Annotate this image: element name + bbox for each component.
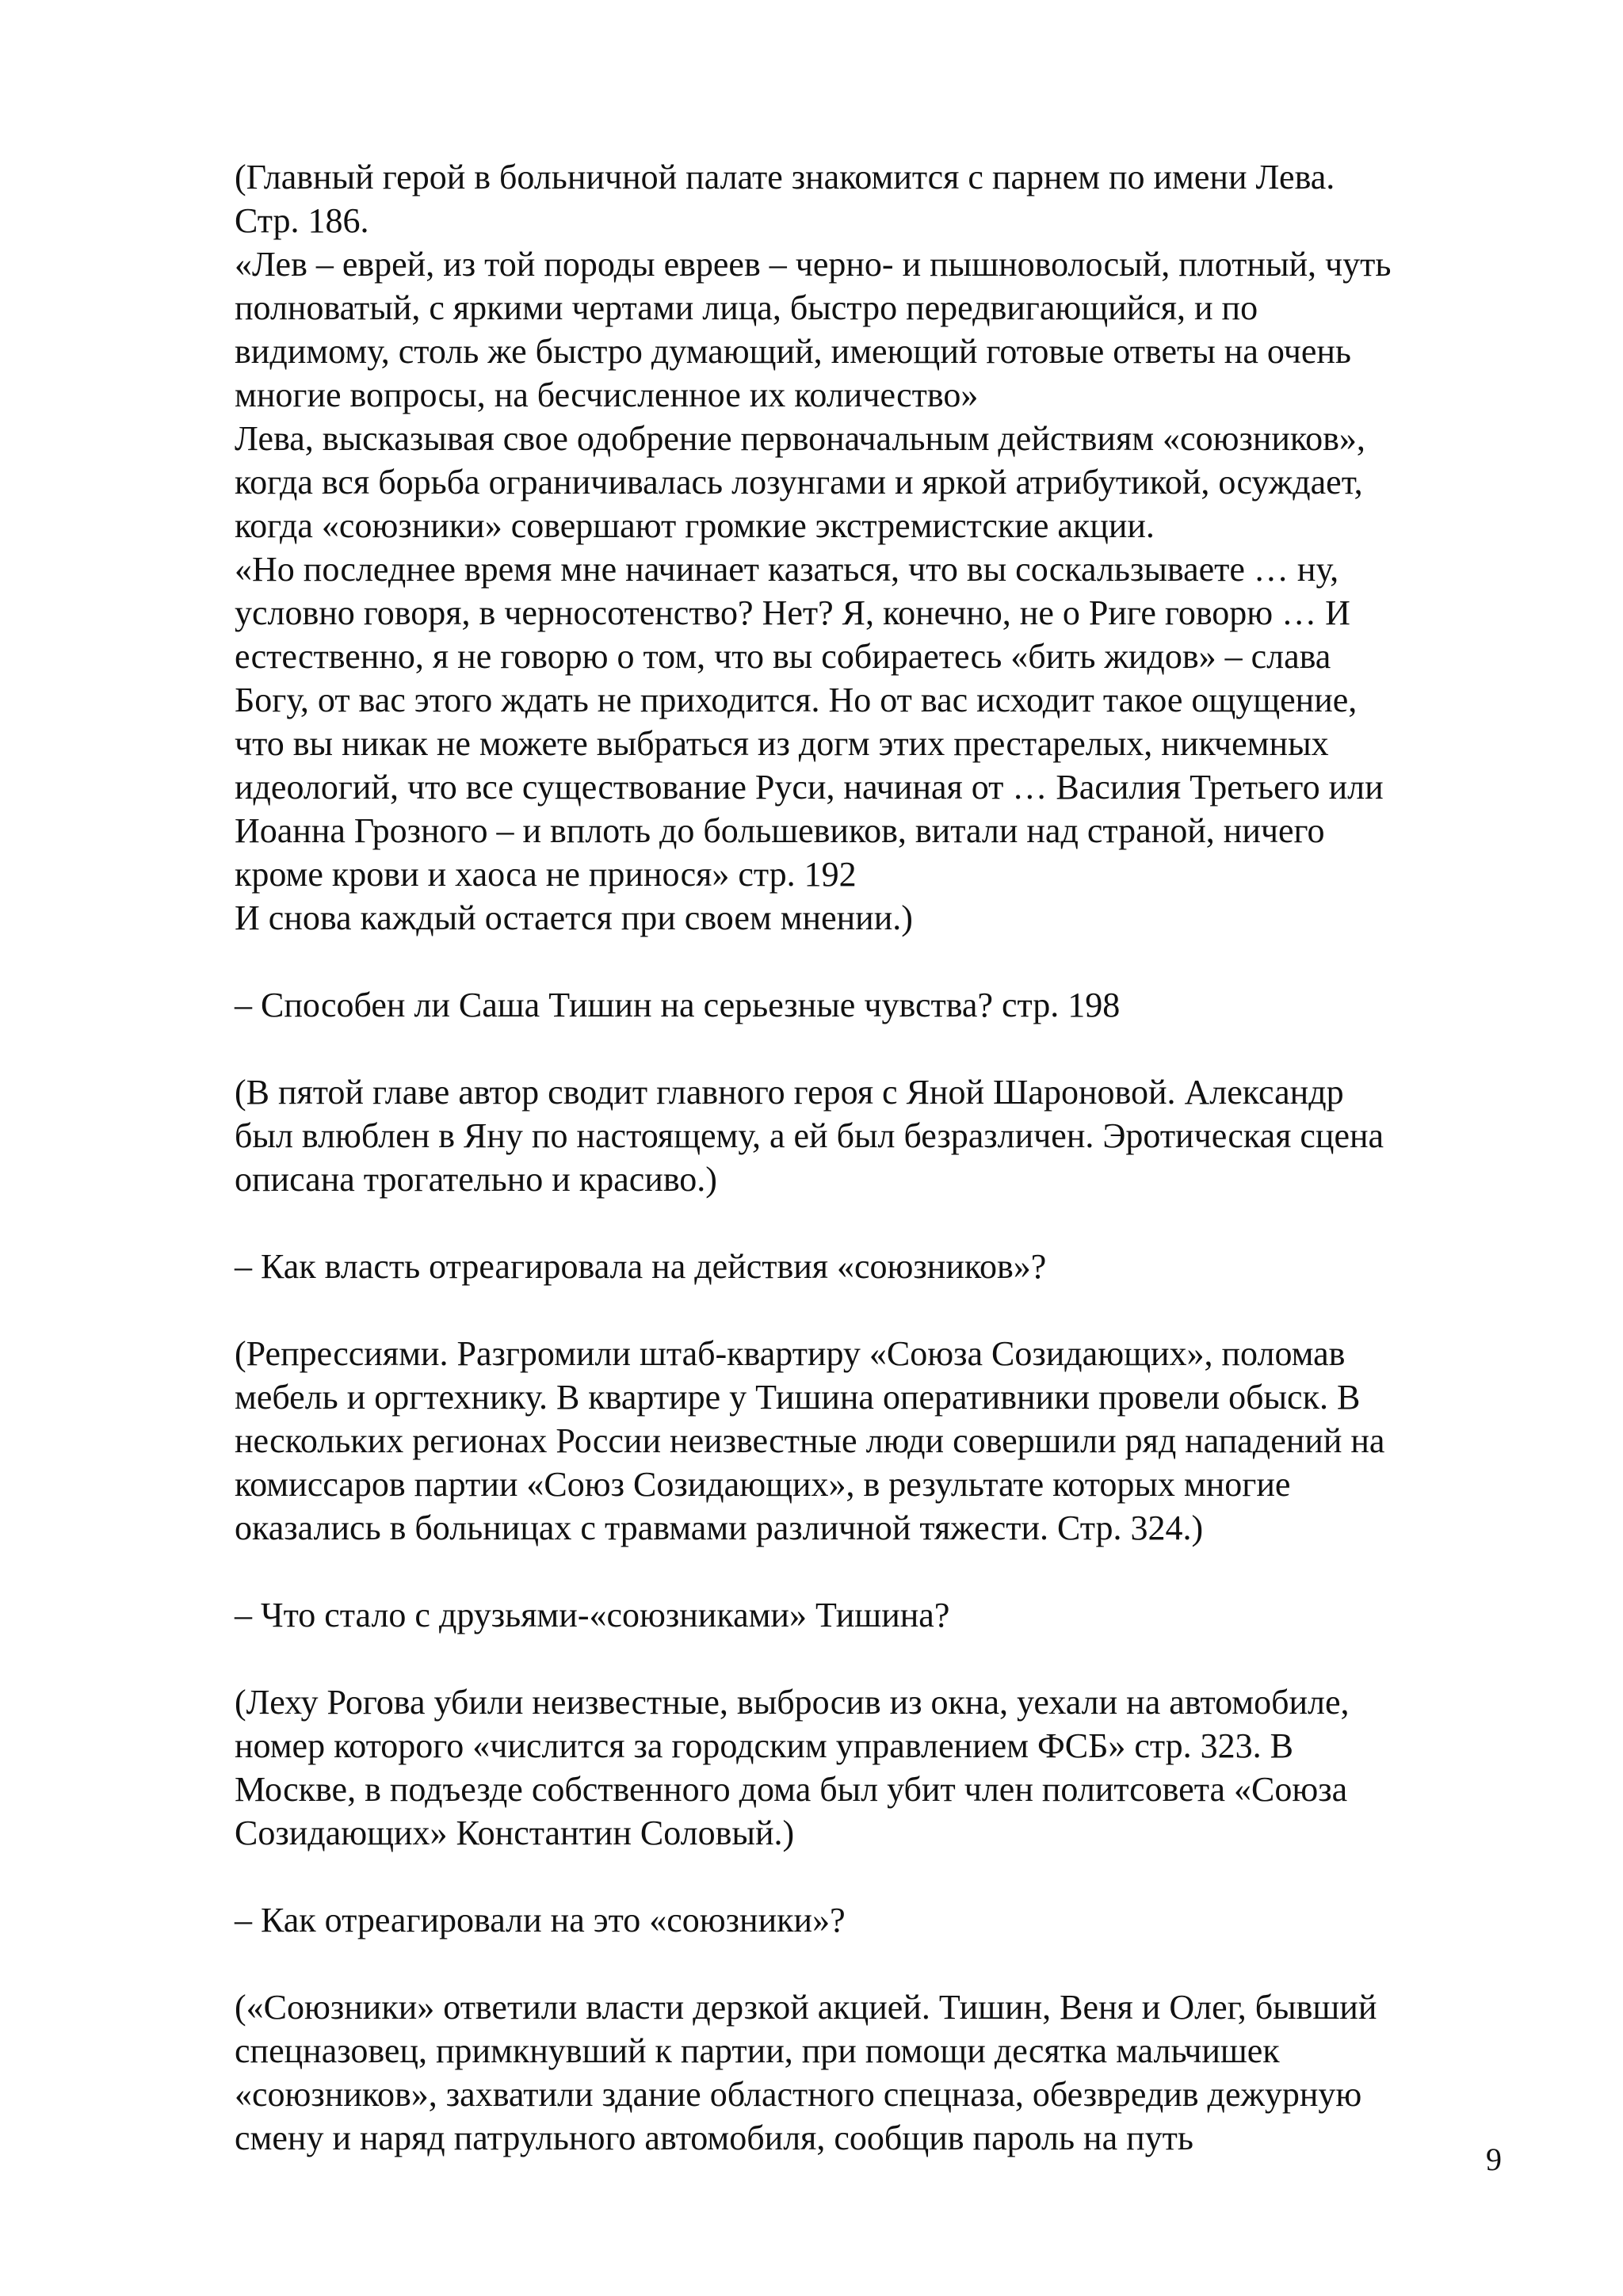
text-line: нескольких регионах России неизвестные люди совершили ряд нападений на [235, 1421, 1385, 1460]
text-line: номер которого «числится за городским управлением ФСБ» стр. 323. В [235, 1726, 1294, 1765]
text-line: описана трогательно и красиво.) [235, 1160, 717, 1199]
text-line: спецназовец, примкнувший к партии, при помощи десятка мальчишек [235, 2031, 1280, 2070]
text-line: «союзников», захватили здание областного спецназа, обезвредив дежурную [235, 2075, 1362, 2114]
text-line: «Лев – еврей, из той породы евреев – черно- и пышноволосый, плотный, чуть [235, 245, 1392, 284]
text-line: оказались в больницах с травмами различной тяжести. Стр. 324.) [235, 1508, 1204, 1547]
text-line: – Как отреагировали на это «союзники»? [235, 1901, 846, 1939]
text-line: условно говоря, в черносотенство? Нет? Я, конечно, не о Риге говорю … И [235, 593, 1350, 632]
text-line: (Репрессиями. Разгромили штаб-квартиру «Союза Созидающих», поломав [235, 1334, 1346, 1373]
text-line: когда вся борьба ограничивалась лозунгами и яркой атрибутикой, осуждает, [235, 463, 1363, 502]
text-line: – Что стало с друзьями-«союзниками» Тишина? [235, 1596, 950, 1634]
text-line: кроме крови и хаоса не принося» стр. 192 [235, 855, 857, 894]
paragraph [235, 1898, 1534, 1942]
text-line: когда «союзники» совершают громкие экстремистские акции. [235, 506, 1155, 545]
text-line: Москве, в подъезде собственного дома был убит член политсовета «Союза [235, 1770, 1348, 1809]
page-number: 9 [1486, 2142, 1502, 2177]
paragraph [235, 1332, 1534, 1550]
text-line: И снова каждый остается при своем мнении.) [235, 898, 913, 937]
text-line: Стр. 186. [235, 201, 369, 240]
text-line: Лева, высказывая свое одобрение первоначальным действиям «союзников», [235, 419, 1365, 458]
text-line: «Но последнее время мне начинает казаться, что вы соскальзываете … ну, [235, 550, 1339, 589]
text-line: многие вопросы, на бесчисленное их количество» [235, 376, 979, 414]
paragraph [235, 1985, 1534, 2160]
paragraph [235, 1593, 1534, 1637]
text-line: («Союзники» ответили власти дерзкой акцией. Тишин, Веня и Олег, бывший [235, 1988, 1377, 2027]
text-line: естественно, я не говорю о том, что вы собираетесь «бить жидов» – слава [235, 637, 1331, 676]
paragraph [235, 1245, 1534, 1288]
text-line: был влюблен в Яну по настоящему, а ей был безразличен. Эротическая сцена [235, 1116, 1384, 1155]
text-line: (Леху Рогова убили неизвестные, выбросив из окна, уехали на автомобиле, [235, 1683, 1350, 1722]
text-line: смену и наряд патрульного автомобиля, сообщив пароль на путь [235, 2119, 1193, 2157]
paragraph [235, 1070, 1534, 1201]
text-line: комиссаров партии «Союз Созидающих», в результате которых многие [235, 1465, 1291, 1504]
paragraph [235, 1680, 1534, 1855]
text-line: (Главный герой в больничной палате знакомится с парнем по имени Лева. [235, 158, 1335, 196]
text-line: идеологий, что все существование Руси, начиная от … Василия Третьего или [235, 768, 1384, 807]
text-line: мебель и оргтехнику. В квартире у Тишина оперативники провели обыск. В [235, 1378, 1361, 1417]
paragraph [235, 155, 1534, 940]
document-body [235, 155, 1534, 2160]
text-line: полноватый, с яркими чертами лица, быстро передвигающийся, и по [235, 288, 1258, 327]
text-line: видимому, столь же быстро думающий, имеющий готовые ответы на очень [235, 332, 1351, 371]
text-line: (В пятой главе автор сводит главного героя с Яной Шароновой. Александр [235, 1073, 1344, 1112]
text-line: что вы никак не можете выбраться из догм этих престарелых, никчемных [235, 724, 1329, 763]
text-line: Иоанна Грозного – и вплоть до большевиков, витали над страной, ничего [235, 811, 1325, 850]
text-line: – Как власть отреагировала на действия «союзников»? [235, 1247, 1047, 1286]
text-line: Созидающих» Константин Соловый.) [235, 1814, 795, 1852]
text-line: Богу, от вас этого ждать не приходится. Но от вас исходит такое ощущение, [235, 681, 1358, 719]
text-line: – Способен ли Саша Тишин на серьезные чувства? стр. 198 [235, 986, 1121, 1024]
paragraph [235, 983, 1534, 1027]
